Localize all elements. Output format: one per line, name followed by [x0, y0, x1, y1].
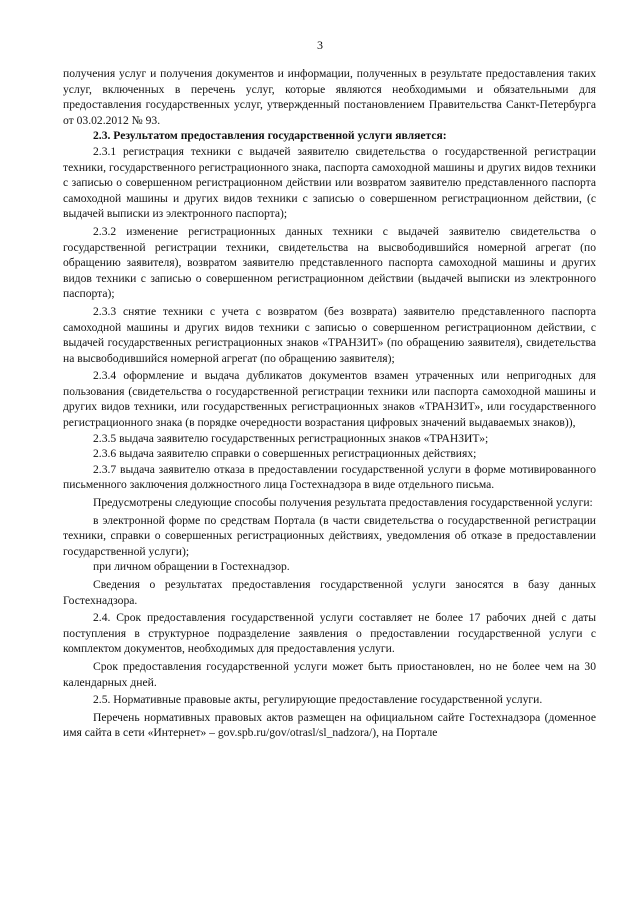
document-body [63, 66, 596, 741]
paragraph-suspension: Срок предоставления государственной услуги может быть приостановлен, но не более чем на 30 календарных дней. [63, 659, 596, 689]
paragraph-2-3-3: 2.3.3 снятие техники с учета с возвратом (без возврата) заявителю представленного паспорта самоходной машины и других видов техники с записью о совершенном регистрационном действии, с выдачей государственных регистрационных знаков «ТРАНЗИТ» (по обращению заявителя), свидетельства на высвободившийся номерной агрегат (по обращению заявителя); [63, 304, 596, 365]
paragraph-2-5: 2.5. Нормативные правовые акты, регулирующие предоставление государственной услуги. [93, 693, 543, 707]
paragraph-2-3-4: 2.3.4 оформление и выдача дубликатов документов взамен утраченных или непригодных для пользования (свидетельства о государственной регистрации техники или паспорта самоходной машины и других видов техники, или государственных регистрационных знаков «ТРАНЗИТ», или государственного регистрационного знака (в порядке очередности возрастания цифровых значений выдаваемых знаков)), [63, 369, 596, 430]
paragraph-2-3-7: 2.3.7 выдача заявителю отказа в предоставлении государственной услуги в форме мотивированного письменного заключения должностного лица Гостехнадзора в виде отдельного письма. [63, 462, 596, 492]
paragraph-2-4: 2.4. Срок предоставления государственной услуги составляет не более 17 рабочих дней с даты поступления в структурное подразделение заявления о предоставлении государственной услуги с комплектом документов, необходимых для предоставления услуги. [63, 611, 596, 656]
paragraph-legal-acts-list: Перечень нормативных правовых актов размещен на официальном сайте Гостехнадзора (доменное имя сайта в сети «Интернет» – gov.spb.ru/gov/otrasl/sl_nadzora/), на Портале [63, 710, 596, 740]
paragraph-2-3-1: 2.3.1 регистрация техники с выдачей заявителю свидетельства о государственной регистрации техники, государственного регистрационного знака, паспорта самоходной машины и других видов техники с записью о совершенном регистрационном действии или возвратом заявителю представленного паспорта самоходной машины и других видов техники с записью о совершенном регистрационном действии, (с выдачей выписки из электронного паспорта); [63, 144, 596, 221]
paragraph-continuation: получения услуг и получения документов и информации, полученных в результате предоставления таких услуг, включенных в перечень услуг, которые являются необходимыми и обязательными для предоставления государственных услуг, утвержденный постановлением Правительства Санкт-Петербурга от 03.02.2012 № 93. [63, 67, 596, 127]
paragraph-electronic-form: в электронной форме по средствам Портала (в части свидетельства о государственной регистрации техники, справки о совершенных регистрационных действиях, уведомления об отказе в предоставлении государственной услуги); [63, 513, 596, 558]
paragraph-database: Сведения о результатах предоставления государственной услуги заносятся в базу данных Гостехнадзора. [63, 578, 596, 607]
paragraph-personal-visit: при личном обращении в Гостехнадзор. [93, 560, 290, 574]
paragraph-2-3-2: 2.3.2 изменение регистрационных данных техники с выдачей заявителю свидетельства о государственной регистрации техники, свидетельства на высвободившийся номерной агрегат (по обращению заявителя), возвратом заявителю представленного паспорта самоходной машины и других видов техники с записью о совершенном регистрационном действии (выдачей выписки из электронного паспорта); [63, 224, 596, 301]
paragraph-2-3-6: 2.3.6 выдача заявителю справки о совершенных регистрационных действиях; [93, 447, 477, 461]
page-number: 3 [317, 38, 323, 52]
paragraph-result-methods: Предусмотрены следующие способы получения результата предоставления государственной услуги: [93, 496, 593, 510]
section-heading-2-3: 2.3. Результатом предоставления государственной услуги является: [93, 129, 447, 143]
paragraph-2-3-5: 2.3.5 выдача заявителю государственных регистрационных знаков «ТРАНЗИТ»; [93, 431, 489, 445]
